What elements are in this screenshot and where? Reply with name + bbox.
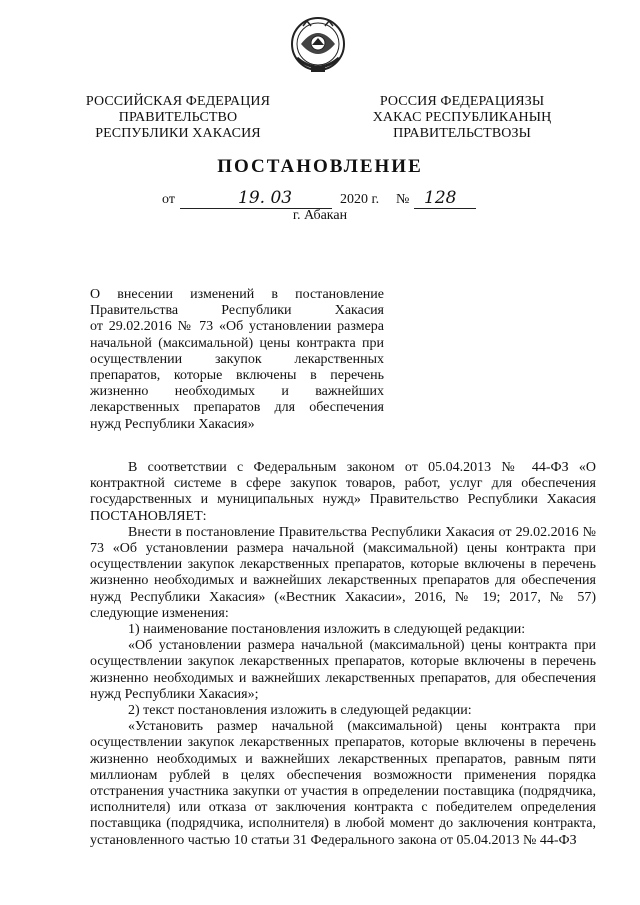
body-paragraph: Внести в постановление Правительства Республики Хакасия от 29.02.2016 № 73 «Об установлении размера начальной (максимальной) цены контракта при осуществлении закупок лекарственных препаратов, которые включены в перечень жизненно необходимых и важнейших лекарственных препаратов для обеспечения нужд Республики Хакасия» («Вестник Хакасии», 2016, № 19; 2017, № 57) следующие изменения: <box>90 524 596 621</box>
subject-line: жизненно необходимых и важнейших <box>90 384 384 400</box>
subject-line: О внесении изменений в постановление <box>90 287 384 302</box>
date-from-label: от <box>162 192 175 207</box>
header-right-line-1: РОССИЯ ФЕДЕРАЦИЯЗЫ <box>379 94 545 109</box>
handwritten-date: 19. 03 <box>238 188 293 208</box>
header-right-block <box>364 94 560 142</box>
body-paragraph: В соответствии с Федеральным законом от 05.04.2013 № 44-ФЗ «О контрактной системе в сфере закупок товаров, работ, услуг для обеспечения государственных и муниципальных нужд» Правительство Республики Хакасия ПОСТАНОВЛЯЕТ: <box>90 460 596 524</box>
body-paragraph: 2) текст постановления изложить в следующей редакции: <box>128 703 472 719</box>
subject-line: от 29.02.2016 № 73 «Об установлении размера <box>90 319 384 335</box>
subject-line: нужд Республики Хакасия» <box>90 416 255 432</box>
header-left-block <box>80 94 276 142</box>
year-label: 2020 г. <box>340 192 380 207</box>
subject-line: начальной (максимальной) цены контракта при <box>90 335 384 351</box>
city-name: г. Абакан <box>292 208 348 223</box>
subject-line: препаратов, которые включены в перечень <box>90 368 384 384</box>
header-left-line-2: ПРАВИТЕЛЬСТВО <box>118 110 238 125</box>
handwritten-number: 128 <box>424 188 457 208</box>
document-subject <box>90 287 384 433</box>
body-paragraph: «Установить размер начальной (максимальной) цены контракта при осуществлении закупок лекарственных препаратов, которые включены в перечень жизненно необходимых и важнейших лекарственных препаратов, равным пяти миллионам рублей в целях обеспечения возможности применения порядка отстранения участника закупки от участия в определении поставщика (подрядчика, исполнителя) или отказа от заключения контракта с победителем определения поставщика (подрядчика, исполнителя) в любой момент до заключения контракта, установленного частью 10 статьи 31 Федерального закона от 05.04.2013 № 44-ФЗ <box>90 719 596 848</box>
subject-line: осуществлении закупок лекарственных <box>90 351 384 367</box>
coat-of-arms-emblem <box>289 14 347 76</box>
document-title: ПОСТАНОВЛЕНИЕ <box>217 156 423 177</box>
subject-line: Правительства Республики Хакасия <box>90 303 384 319</box>
number-label: № <box>396 192 410 207</box>
header-right-line-3: ПРАВИТЕЛЬСТВОЗЫ <box>393 126 531 141</box>
body-paragraph: «Об установлении размера начальной (максимальной) цены контракта при осуществлении закупок лекарственных препаратов, которые включены в перечень жизненно необходимых и важнейших лекарственных препаратов, для обеспечения нужд Республики Хакасия»; <box>90 638 596 702</box>
body-paragraph: 1) наименование постановления изложить в следующей редакции: <box>128 622 526 638</box>
header-right-line-2: ХАКАС РЕСПУБЛИКАНЫҢ <box>372 110 552 125</box>
header-left-line-3: РЕСПУБЛИКИ ХАКАСИЯ <box>95 126 261 141</box>
header-left-line-1: РОССИЙСКАЯ ФЕДЕРАЦИЯ <box>85 94 271 109</box>
document-body <box>90 460 596 849</box>
subject-line: лекарственных препаратов для обеспечения <box>90 400 384 416</box>
